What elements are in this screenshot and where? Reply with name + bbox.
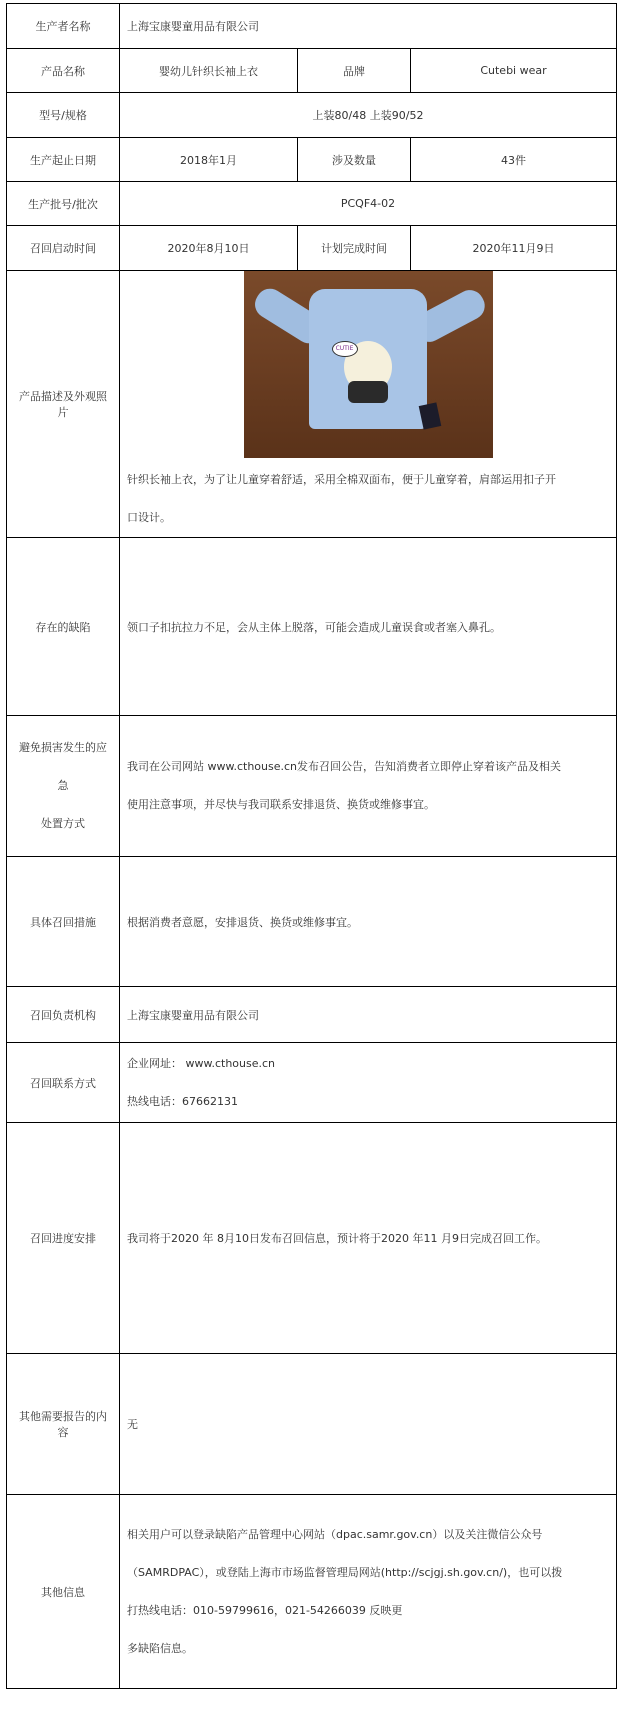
measures-label: 具体召回措施	[7, 857, 120, 987]
description-line-1: 针织长袖上衣，为了让儿童穿着舒适，采用全棉双面布，便于儿童穿着，肩部运用扣子开	[127, 473, 556, 486]
responsible-value: 上海宝康婴童用品有限公司	[120, 987, 617, 1043]
recall-info-table	[6, 3, 617, 1689]
other-info-line-3: 打热线电话：010-59799616，021-54266039 反映更	[127, 1603, 403, 1617]
other-info-line-2: （SAMRDPAC），或登陆上海市市场监督管理局网站(http://scjgj.sh.gov.cn/)，也可以拨	[127, 1565, 563, 1579]
brand-value: Cutebi wear	[411, 49, 617, 93]
batch-value: PCQF4-02	[120, 182, 617, 226]
product-value: 婴幼儿针织长袖上衣	[120, 49, 298, 93]
row-model	[7, 93, 617, 138]
model-label: 型号/规格	[7, 93, 120, 138]
plan-complete-value: 2020年11月9日	[411, 226, 617, 271]
row-other-report	[7, 1354, 617, 1495]
plan-complete-label: 计划完成时间	[298, 226, 411, 271]
production-dates-label: 生产起止日期	[7, 138, 120, 182]
description-label: 产品描述及外观照片	[7, 271, 120, 538]
manufacturer-label: 生产者名称	[7, 4, 120, 49]
photo-bear-shirt	[348, 381, 388, 403]
row-contact	[7, 1043, 617, 1123]
row-recall-start	[7, 226, 617, 271]
quantity-value: 43件	[411, 138, 617, 182]
row-other-info	[7, 1495, 617, 1689]
schedule-label: 召回进度安排	[7, 1123, 120, 1354]
row-product	[7, 49, 617, 93]
row-description	[7, 271, 617, 538]
other-info-cell	[120, 1495, 617, 1689]
row-production-dates	[7, 138, 617, 182]
description-line-2: 口设计。	[127, 511, 171, 524]
emergency-line-2: 使用注意事项，并尽快与我司联系安排退货、换货或维修事宜。	[127, 798, 435, 811]
other-info-line-4: 多缺陷信息。	[127, 1641, 193, 1655]
contact-hotline: 热线电话：67662131	[127, 1094, 238, 1108]
row-emergency	[7, 716, 617, 857]
contact-website: 企业网址： www.cthouse.cn	[127, 1056, 276, 1070]
emergency-label-cell	[7, 716, 120, 857]
manufacturer-value: 上海宝康婴童用品有限公司	[120, 4, 617, 49]
other-report-value: 无	[120, 1354, 617, 1495]
other-info-label: 其他信息	[7, 1495, 120, 1689]
product-photo	[244, 271, 493, 458]
contact-cell	[120, 1043, 617, 1123]
row-defect	[7, 538, 617, 716]
recall-start-label: 召回启动时间	[7, 226, 120, 271]
emergency-cell	[120, 716, 617, 857]
row-schedule	[7, 1123, 617, 1354]
batch-label: 生产批号/批次	[7, 182, 120, 226]
defect-value: 领口子扣抗拉力不足，会从主体上脱落，可能会造成儿童误食或者塞入鼻孔。	[120, 538, 617, 716]
row-manufacturer	[7, 4, 617, 49]
row-batch	[7, 182, 617, 226]
model-value: 上装80/48 上装90/52	[120, 93, 617, 138]
product-label: 产品名称	[7, 49, 120, 93]
schedule-value: 我司将于2020 年 8月10日发布召回信息，预计将于2020 年11 月9日完成召回工作。	[120, 1123, 617, 1354]
other-report-label: 其他需要报告的内容	[7, 1354, 120, 1495]
production-dates-value: 2018年1月	[120, 138, 298, 182]
emergency-label-line-1: 避免损害发生的应急	[19, 741, 107, 792]
emergency-label-line-2: 处置方式	[41, 817, 85, 830]
defect-label: 存在的缺陷	[7, 538, 120, 716]
responsible-label: 召回负责机构	[7, 987, 120, 1043]
recall-start-value: 2020年8月10日	[120, 226, 298, 271]
description-cell	[120, 271, 617, 538]
contact-label: 召回联系方式	[7, 1043, 120, 1123]
other-info-line-1: 相关用户可以登录缺陷产品管理中心网站（dpac.samr.gov.cn）以及关注微信公众号	[127, 1527, 543, 1541]
measures-value: 根据消费者意愿，安排退货、换货或维修事宜。	[120, 857, 617, 987]
row-measures	[7, 857, 617, 987]
emergency-line-1: 我司在公司网站 www.cthouse.cn发布召回公告，告知消费者立即停止穿着该产品及相关	[127, 760, 562, 773]
row-responsible	[7, 987, 617, 1043]
brand-label: 品牌	[298, 49, 411, 93]
quantity-label: 涉及数量	[298, 138, 411, 182]
photo-speech-bubble: CUTIE	[332, 341, 358, 357]
